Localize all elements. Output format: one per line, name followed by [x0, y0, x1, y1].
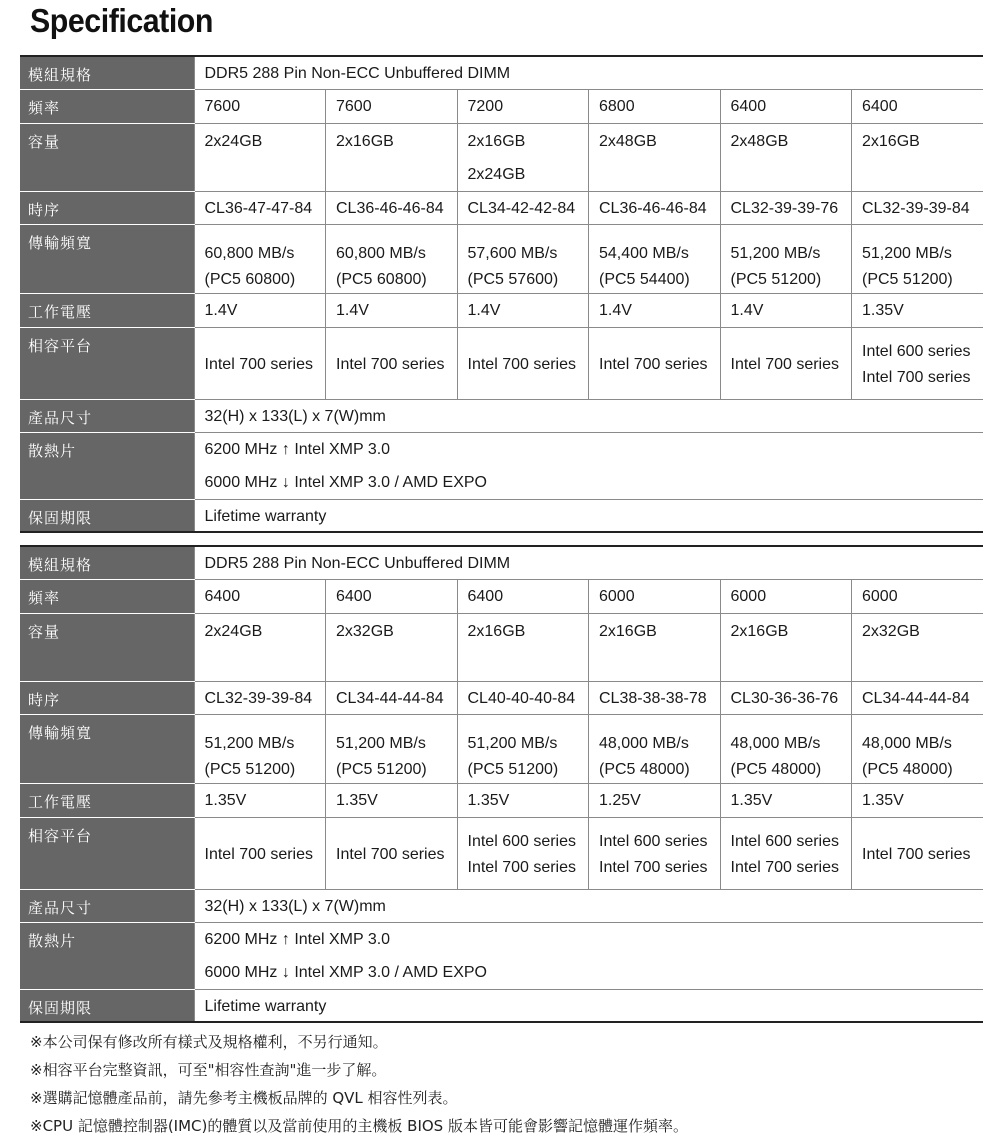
row-label-capacity: 容量	[20, 123, 194, 191]
row-label-module: 模組規格	[20, 546, 194, 579]
spec-table-2	[20, 545, 983, 1023]
cell-platform	[194, 817, 326, 889]
platform-line: Intel 700 series	[467, 356, 577, 373]
platform-line: Intel 600 series	[730, 833, 840, 850]
cell-bandwidth	[194, 224, 326, 293]
cell-capacity	[457, 123, 589, 191]
cell-capacity	[326, 123, 458, 191]
row-label-freq: 頻率	[20, 89, 194, 123]
footnote: ※本公司保有修改所有樣式及規格權利，不另行通知。	[30, 1033, 388, 1051]
row-label-capacity: 容量	[20, 613, 194, 681]
cell-timing: CL32-39-39-84	[852, 191, 984, 224]
platform-line: Intel 700 series	[862, 369, 971, 386]
bandwidth-line: 51,200 MB/s	[862, 244, 952, 262]
cell-freq: 6400	[457, 579, 589, 613]
cell-voltage: 1.4V	[326, 293, 458, 327]
cell-platform	[589, 327, 721, 399]
row-size	[20, 399, 983, 432]
capacity-line: 2x16GB	[599, 622, 657, 640]
cell-timing: CL32-39-39-76	[720, 191, 852, 224]
row-platform	[20, 327, 983, 399]
cell-voltage: 1.35V	[852, 783, 984, 817]
cell-bandwidth	[326, 224, 458, 293]
row-freq	[20, 579, 983, 613]
footnotes	[30, 1028, 688, 1140]
bandwidth-line: 48,000 MB/s	[730, 734, 821, 752]
bandwidth-line: 51,200 MB/s	[204, 734, 295, 752]
cell-platform	[194, 327, 326, 399]
cell-voltage: 1.4V	[194, 293, 326, 327]
row-label-warranty: 保固期限	[20, 499, 194, 532]
capacity-line: 2x24GB	[204, 132, 263, 150]
cell-voltage: 1.4V	[589, 293, 721, 327]
bandwidth-line: 60,800 MB/s	[336, 244, 426, 262]
bandwidth-line: (PC5 60800)	[336, 270, 427, 288]
row-label-freq: 頻率	[20, 579, 194, 613]
heatsink-line: 6200 MHz ↑ Intel XMP 3.0	[204, 930, 391, 948]
platform-line: Intel 700 series	[204, 356, 314, 373]
bandwidth-line: 54,400 MB/s	[599, 244, 689, 262]
row-label-voltage: 工作電壓	[20, 783, 194, 817]
row-label-platform: 相容平台	[20, 817, 194, 889]
row-label-module: 模組規格	[20, 56, 194, 89]
bandwidth-line: 57,600 MB/s	[467, 244, 558, 262]
cell-capacity	[589, 613, 721, 681]
capacity-line: 2x16GB	[467, 132, 526, 150]
row-voltage	[20, 783, 983, 817]
cell-size: 32(H) x 133(L) x 7(W)mm	[194, 399, 983, 432]
bandwidth-line: 51,200 MB/s	[730, 244, 821, 262]
cell-voltage: 1.35V	[720, 783, 852, 817]
cell-bandwidth	[852, 714, 984, 783]
cell-heatsink	[194, 922, 983, 989]
cell-module: DDR5 288 Pin Non-ECC Unbuffered DIMM	[194, 56, 983, 89]
page-title: Specification	[30, 2, 213, 39]
bandwidth-line: 48,000 MB/s	[862, 734, 952, 752]
row-label-size: 產品尺寸	[20, 399, 194, 432]
bandwidth-line: (PC5 51200)	[204, 760, 296, 778]
footnote: ※相容平台完整資訊，可至"相容性查詢"進一步了解。	[30, 1061, 387, 1079]
cell-capacity	[720, 123, 852, 191]
bandwidth-line: (PC5 48000)	[599, 760, 690, 778]
platform-line: Intel 700 series	[336, 846, 445, 863]
platform-line: Intel 700 series	[862, 846, 971, 863]
cell-platform	[457, 327, 589, 399]
bandwidth-line: 60,800 MB/s	[204, 244, 295, 262]
cell-timing: CL34-44-44-84	[852, 681, 984, 714]
cell-freq: 7200	[457, 89, 589, 123]
row-heatsink	[20, 432, 983, 499]
row-label-warranty: 保固期限	[20, 989, 194, 1022]
footnote: ※CPU 記憶體控制器(IMC)的體質以及當前使用的主機板 BIOS 版本皆可能會影響記憶體運作頻率。	[30, 1117, 688, 1135]
cell-timing: CL38-38-38-78	[589, 681, 721, 714]
cell-voltage: 1.4V	[457, 293, 589, 327]
row-platform	[20, 817, 983, 889]
capacity-line: 2x48GB	[599, 132, 657, 150]
platform-line: Intel 700 series	[730, 356, 840, 373]
row-timing	[20, 191, 983, 224]
platform-line: Intel 700 series	[204, 846, 314, 863]
cell-bandwidth	[457, 714, 589, 783]
cell-capacity	[589, 123, 721, 191]
row-module	[20, 56, 983, 89]
cell-freq: 6000	[589, 579, 721, 613]
bandwidth-line: (PC5 54400)	[599, 270, 690, 288]
cell-voltage: 1.25V	[589, 783, 721, 817]
platform-line: Intel 700 series	[467, 859, 577, 876]
cell-capacity	[852, 123, 984, 191]
cell-heatsink	[194, 432, 983, 499]
bandwidth-line: (PC5 51200)	[730, 270, 822, 288]
bandwidth-line: 51,200 MB/s	[467, 734, 558, 752]
row-bandwidth	[20, 714, 983, 783]
row-label-heatsink: 散熱片	[20, 432, 194, 499]
cell-capacity	[457, 613, 589, 681]
row-label-voltage: 工作電壓	[20, 293, 194, 327]
cell-freq: 7600	[194, 89, 326, 123]
cell-size: 32(H) x 133(L) x 7(W)mm	[194, 889, 983, 922]
cell-platform	[589, 817, 721, 889]
cell-bandwidth	[589, 224, 721, 293]
bandwidth-line: (PC5 51200)	[336, 760, 427, 778]
cell-freq: 7600	[326, 89, 458, 123]
cell-freq: 6400	[194, 579, 326, 613]
row-bandwidth	[20, 224, 983, 293]
cell-timing: CL36-47-47-84	[194, 191, 326, 224]
cell-platform	[720, 817, 852, 889]
cell-voltage: 1.35V	[194, 783, 326, 817]
cell-module: DDR5 288 Pin Non-ECC Unbuffered DIMM	[194, 546, 983, 579]
footnote: ※選購記憶體產品前，請先參考主機板品牌的 QVL 相容性列表。	[30, 1089, 458, 1107]
cell-timing: CL40-40-40-84	[457, 681, 589, 714]
heatsink-line: 6000 MHz ↓ Intel XMP 3.0 / AMD EXPO	[204, 473, 487, 491]
capacity-line: 2x16GB	[730, 622, 789, 640]
row-label-bandwidth: 傳輸頻寬	[20, 224, 194, 293]
bandwidth-line: (PC5 48000)	[862, 760, 953, 778]
cell-freq: 6400	[326, 579, 458, 613]
row-capacity	[20, 613, 983, 681]
cell-voltage: 1.35V	[852, 293, 984, 327]
row-label-timing: 時序	[20, 681, 194, 714]
heatsink-line: 6200 MHz ↑ Intel XMP 3.0	[204, 440, 391, 458]
bandwidth-line: 51,200 MB/s	[336, 734, 426, 752]
cell-bandwidth	[852, 224, 984, 293]
cell-platform	[326, 817, 458, 889]
cell-bandwidth	[589, 714, 721, 783]
platform-line: Intel 700 series	[730, 859, 840, 876]
capacity-line: 2x24GB	[204, 622, 263, 640]
bandwidth-line: (PC5 60800)	[204, 270, 296, 288]
cell-timing: CL32-39-39-84	[194, 681, 326, 714]
bandwidth-line: (PC5 57600)	[467, 270, 559, 288]
capacity-line: 2x16GB	[467, 622, 526, 640]
cell-capacity	[326, 613, 458, 681]
row-label-heatsink: 散熱片	[20, 922, 194, 989]
cell-platform	[852, 817, 984, 889]
bandwidth-line: 48,000 MB/s	[599, 734, 689, 752]
platform-line: Intel 700 series	[336, 356, 445, 373]
capacity-line: 2x32GB	[862, 622, 920, 640]
cell-bandwidth	[457, 224, 589, 293]
row-capacity	[20, 123, 983, 191]
row-label-bandwidth: 傳輸頻寬	[20, 714, 194, 783]
cell-capacity	[194, 613, 326, 681]
capacity-line: 2x32GB	[336, 622, 394, 640]
platform-line: Intel 700 series	[599, 356, 708, 373]
cell-freq: 6400	[852, 89, 984, 123]
cell-voltage: 1.4V	[720, 293, 852, 327]
row-label-timing: 時序	[20, 191, 194, 224]
row-voltage	[20, 293, 983, 327]
capacity-line: 2x16GB	[336, 132, 394, 150]
cell-capacity	[720, 613, 852, 681]
cell-platform	[720, 327, 852, 399]
capacity-line: 2x16GB	[862, 132, 920, 150]
row-warranty	[20, 989, 983, 1022]
row-label-size: 產品尺寸	[20, 889, 194, 922]
cell-voltage: 1.35V	[326, 783, 458, 817]
cell-capacity	[852, 613, 984, 681]
platform-line: Intel 600 series	[862, 343, 971, 360]
cell-freq: 6000	[720, 579, 852, 613]
heatsink-line: 6000 MHz ↓ Intel XMP 3.0 / AMD EXPO	[204, 963, 487, 981]
row-label-platform: 相容平台	[20, 327, 194, 399]
bandwidth-line: (PC5 51200)	[862, 270, 953, 288]
cell-warranty: Lifetime warranty	[194, 499, 983, 532]
cell-timing: CL36-46-46-84	[326, 191, 458, 224]
cell-freq: 6000	[852, 579, 984, 613]
platform-line: Intel 700 series	[599, 859, 708, 876]
capacity-line: 2x24GB	[467, 165, 526, 183]
cell-platform	[852, 327, 984, 399]
bandwidth-line: (PC5 51200)	[467, 760, 559, 778]
row-warranty	[20, 499, 983, 532]
row-size	[20, 889, 983, 922]
spec-table-1	[20, 55, 983, 533]
capacity-line: 2x48GB	[730, 132, 789, 150]
platform-line: Intel 600 series	[599, 833, 708, 850]
cell-voltage: 1.35V	[457, 783, 589, 817]
cell-bandwidth	[194, 714, 326, 783]
cell-freq: 6400	[720, 89, 852, 123]
platform-line: Intel 600 series	[467, 833, 577, 850]
cell-timing: CL34-42-42-84	[457, 191, 589, 224]
cell-capacity	[194, 123, 326, 191]
cell-warranty: Lifetime warranty	[194, 989, 983, 1022]
cell-timing: CL36-46-46-84	[589, 191, 721, 224]
cell-platform	[457, 817, 589, 889]
row-heatsink	[20, 922, 983, 989]
cell-timing: CL30-36-36-76	[720, 681, 852, 714]
bandwidth-line: (PC5 48000)	[730, 760, 822, 778]
row-freq	[20, 89, 983, 123]
cell-timing: CL34-44-44-84	[326, 681, 458, 714]
cell-freq: 6800	[589, 89, 721, 123]
row-module	[20, 546, 983, 579]
cell-platform	[326, 327, 458, 399]
cell-bandwidth	[720, 224, 852, 293]
row-timing	[20, 681, 983, 714]
cell-bandwidth	[720, 714, 852, 783]
cell-bandwidth	[326, 714, 458, 783]
